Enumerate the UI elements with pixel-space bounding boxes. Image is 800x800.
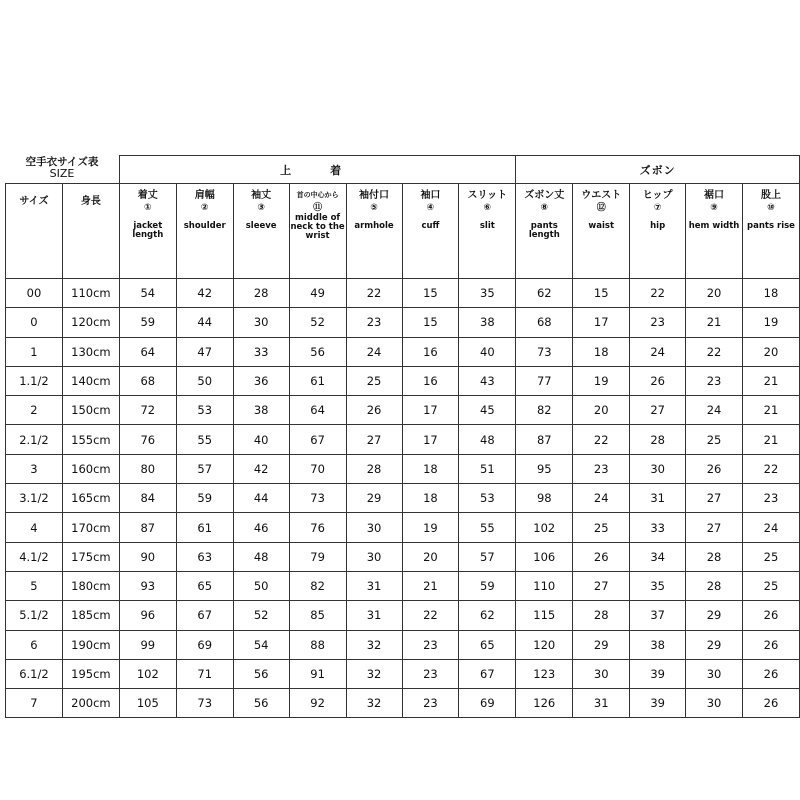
column-header-number: ⑤ (370, 203, 378, 213)
title-en: SIZE (49, 167, 75, 180)
measurement-cell: 15 (402, 308, 459, 337)
column-header-en: waist (588, 221, 615, 231)
size-cell: 00 (6, 279, 63, 308)
column-header-en: hem width (688, 221, 740, 231)
column-header (289, 184, 346, 279)
column-header-jp: ウエスト (581, 190, 622, 201)
table-row (6, 571, 800, 600)
column-header-number: ⑦ (653, 203, 662, 213)
measurement-cell: 26 (630, 366, 686, 395)
measurement-cell: 33 (630, 513, 686, 542)
measurement-cell: 23 (402, 689, 459, 718)
measurement-cell: 56 (289, 337, 346, 366)
measurement-cell: 38 (233, 396, 289, 425)
column-header-jp: 着丈 (137, 190, 158, 201)
measurement-cell: 51 (459, 454, 516, 483)
measurement-cell: 102 (119, 659, 176, 688)
measurement-cell: 76 (119, 425, 176, 454)
measurement-cell: 25 (573, 513, 630, 542)
measurement-cell: 69 (176, 630, 233, 659)
measurement-cell: 65 (176, 571, 233, 600)
size-cell: 1.1/2 (6, 366, 63, 395)
measurement-cell: 54 (233, 630, 289, 659)
measurement-cell: 26 (742, 601, 799, 630)
measurement-cell: 82 (516, 396, 573, 425)
table-row (6, 630, 800, 659)
column-header-row (6, 184, 800, 279)
size-cell: 4.1/2 (6, 542, 63, 571)
measurement-cell: 17 (402, 396, 459, 425)
measurement-cell: 21 (402, 571, 459, 600)
measurement-cell: 24 (686, 396, 743, 425)
table-row (6, 425, 800, 454)
measurement-cell: 26 (346, 396, 402, 425)
measurement-cell: 76 (289, 513, 346, 542)
measurement-cell: 35 (459, 279, 516, 308)
height-cell: 110cm (62, 279, 119, 308)
measurement-cell: 126 (516, 689, 573, 718)
measurement-cell: 67 (459, 659, 516, 688)
measurement-cell: 42 (233, 454, 289, 483)
measurement-cell: 22 (686, 337, 743, 366)
measurement-cell: 21 (742, 396, 799, 425)
size-cell: 4 (6, 513, 63, 542)
measurement-cell: 120 (516, 630, 573, 659)
measurement-cell: 16 (402, 337, 459, 366)
measurement-cell: 28 (686, 542, 743, 571)
measurement-cell: 70 (289, 454, 346, 483)
column-header-en: shoulder (183, 221, 226, 231)
measurement-cell: 71 (176, 659, 233, 688)
column-header-number: ② (200, 203, 209, 213)
measurement-cell: 16 (402, 366, 459, 395)
height-cell: 155cm (62, 425, 119, 454)
table-row (6, 366, 800, 395)
measurement-cell: 72 (119, 396, 176, 425)
column-header-number: ⑪ (313, 203, 323, 213)
column-header-number: ⑫ (596, 203, 606, 213)
measurement-cell: 25 (742, 542, 799, 571)
height-cell: 130cm (62, 337, 119, 366)
measurement-cell: 22 (573, 425, 630, 454)
measurement-cell: 29 (686, 630, 743, 659)
column-header-en: pants rise (747, 221, 795, 231)
column-header-number: ① (143, 203, 152, 213)
column-header-jp: ヒップ (642, 190, 673, 201)
table-row (6, 484, 800, 513)
table-row (6, 337, 800, 366)
title-cell (6, 156, 120, 184)
measurement-cell: 85 (289, 601, 346, 630)
measurement-cell: 91 (289, 659, 346, 688)
column-header-en: sleeve (245, 221, 277, 231)
measurement-cell: 84 (119, 484, 176, 513)
measurement-cell: 28 (573, 601, 630, 630)
measurement-cell: 25 (346, 366, 402, 395)
column-header-number: ⑧ (540, 203, 549, 213)
measurement-cell: 44 (233, 484, 289, 513)
table-row (6, 659, 800, 688)
measurement-cell: 59 (176, 484, 233, 513)
measurement-cell: 18 (573, 337, 630, 366)
measurement-cell: 30 (686, 689, 743, 718)
measurement-cell: 23 (402, 659, 459, 688)
measurement-cell: 19 (573, 366, 630, 395)
measurement-cell: 32 (346, 659, 402, 688)
measurement-cell: 62 (459, 601, 516, 630)
height-cell: 175cm (62, 542, 119, 571)
measurement-cell: 30 (233, 308, 289, 337)
measurement-cell: 18 (402, 454, 459, 483)
measurement-cell: 57 (459, 542, 516, 571)
measurement-cell: 59 (459, 571, 516, 600)
size-cell: 2 (6, 396, 63, 425)
measurement-cell: 59 (119, 308, 176, 337)
column-header (459, 184, 516, 279)
height-cell: 150cm (62, 396, 119, 425)
height-cell: 185cm (62, 601, 119, 630)
measurement-cell: 26 (742, 659, 799, 688)
measurement-cell: 23 (402, 630, 459, 659)
measurement-cell: 26 (573, 542, 630, 571)
column-header-en: hip (650, 221, 666, 231)
measurement-cell: 31 (630, 484, 686, 513)
measurement-cell: 15 (402, 279, 459, 308)
measurement-cell: 30 (346, 542, 402, 571)
measurement-cell: 29 (686, 601, 743, 630)
measurement-cell: 40 (459, 337, 516, 366)
column-header-jp: 袖口 (420, 190, 441, 201)
measurement-cell: 53 (176, 396, 233, 425)
height-cell: 170cm (62, 513, 119, 542)
measurement-cell: 30 (630, 454, 686, 483)
measurement-cell: 22 (742, 454, 799, 483)
height-cell: 200cm (62, 689, 119, 718)
column-header-number: ⑥ (483, 203, 492, 213)
column-header (742, 184, 799, 279)
measurement-cell: 79 (289, 542, 346, 571)
height-cell: 140cm (62, 366, 119, 395)
measurement-cell: 28 (233, 279, 289, 308)
table-row (6, 689, 800, 718)
measurement-cell: 27 (630, 396, 686, 425)
measurement-cell: 73 (176, 689, 233, 718)
column-header-jp: 首の中心から (296, 191, 339, 199)
measurement-cell: 55 (459, 513, 516, 542)
measurement-cell: 20 (742, 337, 799, 366)
measurement-cell: 88 (289, 630, 346, 659)
measurement-cell: 28 (346, 454, 402, 483)
column-header (233, 184, 289, 279)
measurement-cell: 24 (742, 513, 799, 542)
measurement-cell: 23 (573, 454, 630, 483)
measurement-cell: 21 (686, 308, 743, 337)
measurement-cell: 82 (289, 571, 346, 600)
column-header-jp: スリット (467, 190, 508, 201)
measurement-cell: 77 (516, 366, 573, 395)
measurement-cell: 61 (176, 513, 233, 542)
measurement-cell: 56 (233, 659, 289, 688)
measurement-cell: 52 (233, 601, 289, 630)
measurement-cell: 49 (289, 279, 346, 308)
measurement-cell: 40 (233, 425, 289, 454)
measurement-cell: 64 (119, 337, 176, 366)
measurement-cell: 42 (176, 279, 233, 308)
measurement-cell: 20 (402, 542, 459, 571)
size-cell: 5.1/2 (6, 601, 63, 630)
measurement-cell: 17 (402, 425, 459, 454)
measurement-cell: 24 (630, 337, 686, 366)
measurement-cell: 95 (516, 454, 573, 483)
measurement-cell: 17 (573, 308, 630, 337)
measurement-cell: 23 (742, 484, 799, 513)
measurement-cell: 56 (233, 689, 289, 718)
measurement-cell: 35 (630, 571, 686, 600)
size-cell: 1 (6, 337, 63, 366)
column-header-en: middle of neck to the wrist (290, 213, 345, 241)
measurement-cell: 27 (686, 484, 743, 513)
measurement-cell: 98 (516, 484, 573, 513)
measurement-cell: 57 (176, 454, 233, 483)
measurement-cell: 93 (119, 571, 176, 600)
size-cell: 3.1/2 (6, 484, 63, 513)
measurement-cell: 19 (402, 513, 459, 542)
measurement-cell: 30 (346, 513, 402, 542)
measurement-cell: 54 (119, 279, 176, 308)
measurement-cell: 80 (119, 454, 176, 483)
measurement-cell: 19 (742, 308, 799, 337)
measurement-cell: 65 (459, 630, 516, 659)
column-header-number: ④ (426, 203, 435, 213)
measurement-cell: 23 (630, 308, 686, 337)
measurement-cell: 31 (346, 571, 402, 600)
column-header-en: jacket length (132, 221, 164, 240)
measurement-cell: 69 (459, 689, 516, 718)
group-header-pants: ズボン (516, 156, 800, 184)
height-cell: 120cm (62, 308, 119, 337)
measurement-cell: 27 (686, 513, 743, 542)
measurement-cell: 47 (176, 337, 233, 366)
measurement-cell: 63 (176, 542, 233, 571)
measurement-cell: 20 (686, 279, 743, 308)
height-cell: 180cm (62, 571, 119, 600)
table-row (6, 308, 800, 337)
measurement-cell: 34 (630, 542, 686, 571)
size-cell: 2.1/2 (6, 425, 63, 454)
measurement-cell: 23 (686, 366, 743, 395)
measurement-cell: 28 (630, 425, 686, 454)
measurement-cell: 26 (742, 689, 799, 718)
measurement-cell: 48 (233, 542, 289, 571)
measurement-cell: 22 (346, 279, 402, 308)
measurement-cell: 123 (516, 659, 573, 688)
measurement-cell: 38 (630, 630, 686, 659)
measurement-cell: 38 (459, 308, 516, 337)
column-header-en: cuff (421, 221, 440, 231)
measurement-cell: 50 (176, 366, 233, 395)
measurement-cell: 90 (119, 542, 176, 571)
size-cell: 0 (6, 308, 63, 337)
height-cell: 165cm (62, 484, 119, 513)
table-row (6, 601, 800, 630)
column-header-jp: 袖丈 (251, 190, 272, 201)
measurement-cell: 27 (346, 425, 402, 454)
measurement-cell: 44 (176, 308, 233, 337)
measurement-cell: 21 (742, 425, 799, 454)
measurement-cell: 68 (516, 308, 573, 337)
measurement-cell: 30 (686, 659, 743, 688)
measurement-cell: 21 (742, 366, 799, 395)
measurement-cell: 46 (233, 513, 289, 542)
measurement-cell: 22 (402, 601, 459, 630)
measurement-cell: 29 (573, 630, 630, 659)
measurement-cell: 73 (516, 337, 573, 366)
column-header-jp: 股上 (760, 190, 781, 201)
size-cell: 7 (6, 689, 63, 718)
height-cell: 195cm (62, 659, 119, 688)
column-header-number: ⑨ (710, 203, 718, 213)
measurement-cell: 73 (289, 484, 346, 513)
height-header: 身長 (62, 184, 119, 279)
measurement-cell: 96 (119, 601, 176, 630)
measurement-cell: 55 (176, 425, 233, 454)
measurement-cell: 105 (119, 689, 176, 718)
size-cell: 5 (6, 571, 63, 600)
measurement-cell: 30 (573, 659, 630, 688)
measurement-cell: 29 (346, 484, 402, 513)
column-header-number: ⑩ (767, 203, 775, 213)
column-header (516, 184, 573, 279)
group-header-top: 上 着 (119, 156, 515, 184)
measurement-cell: 99 (119, 630, 176, 659)
column-header-jp: 裾口 (704, 190, 725, 201)
measurement-cell: 31 (346, 601, 402, 630)
column-header-number: ③ (257, 203, 265, 213)
measurement-cell: 25 (686, 425, 743, 454)
measurement-cell: 24 (346, 337, 402, 366)
measurement-cell: 20 (573, 396, 630, 425)
column-header (402, 184, 459, 279)
measurement-cell: 25 (742, 571, 799, 600)
measurement-cell: 26 (686, 454, 743, 483)
height-cell: 160cm (62, 454, 119, 483)
column-header-jp: ズボン丈 (524, 190, 565, 201)
measurement-cell: 36 (233, 366, 289, 395)
column-header (119, 184, 176, 279)
measurement-cell: 18 (742, 279, 799, 308)
table-row (6, 542, 800, 571)
table-row (6, 396, 800, 425)
measurement-cell: 24 (573, 484, 630, 513)
measurement-cell: 115 (516, 601, 573, 630)
measurement-cell: 26 (742, 630, 799, 659)
table-row (6, 454, 800, 483)
column-header (630, 184, 686, 279)
measurement-cell: 15 (573, 279, 630, 308)
measurement-cell: 61 (289, 366, 346, 395)
measurement-cell: 50 (233, 571, 289, 600)
measurement-cell: 18 (402, 484, 459, 513)
column-header (686, 184, 743, 279)
measurement-cell: 37 (630, 601, 686, 630)
measurement-cell: 53 (459, 484, 516, 513)
measurement-cell: 31 (573, 689, 630, 718)
size-cell: 6 (6, 630, 63, 659)
measurement-cell: 67 (176, 601, 233, 630)
measurement-cell: 52 (289, 308, 346, 337)
measurement-cell: 92 (289, 689, 346, 718)
height-cell: 190cm (62, 630, 119, 659)
measurement-cell: 62 (516, 279, 573, 308)
column-header (176, 184, 233, 279)
size-table (5, 155, 800, 718)
measurement-cell: 28 (686, 571, 743, 600)
measurement-cell: 39 (630, 689, 686, 718)
table-body (6, 279, 800, 718)
measurement-cell: 67 (289, 425, 346, 454)
column-header (573, 184, 630, 279)
measurement-cell: 32 (346, 689, 402, 718)
column-header-jp: 袖付口 (359, 190, 390, 201)
measurement-cell: 102 (516, 513, 573, 542)
measurement-cell: 43 (459, 366, 516, 395)
column-header (346, 184, 402, 279)
measurement-cell: 33 (233, 337, 289, 366)
measurement-cell: 106 (516, 542, 573, 571)
table-row (6, 513, 800, 542)
measurement-cell: 45 (459, 396, 516, 425)
column-header-en: slit (479, 221, 495, 231)
table-row (6, 279, 800, 308)
measurement-cell: 48 (459, 425, 516, 454)
size-cell: 6.1/2 (6, 659, 63, 688)
measurement-cell: 68 (119, 366, 176, 395)
column-header-en: armhole (354, 221, 394, 231)
size-header: サイズ (6, 184, 63, 279)
measurement-cell: 23 (346, 308, 402, 337)
measurement-cell: 22 (630, 279, 686, 308)
measurement-cell: 27 (573, 571, 630, 600)
measurement-cell: 39 (630, 659, 686, 688)
measurement-cell: 110 (516, 571, 573, 600)
title-jp: 空手衣サイズ表 (25, 156, 99, 168)
column-header-jp: 肩幅 (194, 190, 215, 201)
measurement-cell: 87 (119, 513, 176, 542)
column-header-en: pants length (528, 221, 560, 240)
measurement-cell: 32 (346, 630, 402, 659)
measurement-cell: 87 (516, 425, 573, 454)
size-cell: 3 (6, 454, 63, 483)
measurement-cell: 64 (289, 396, 346, 425)
